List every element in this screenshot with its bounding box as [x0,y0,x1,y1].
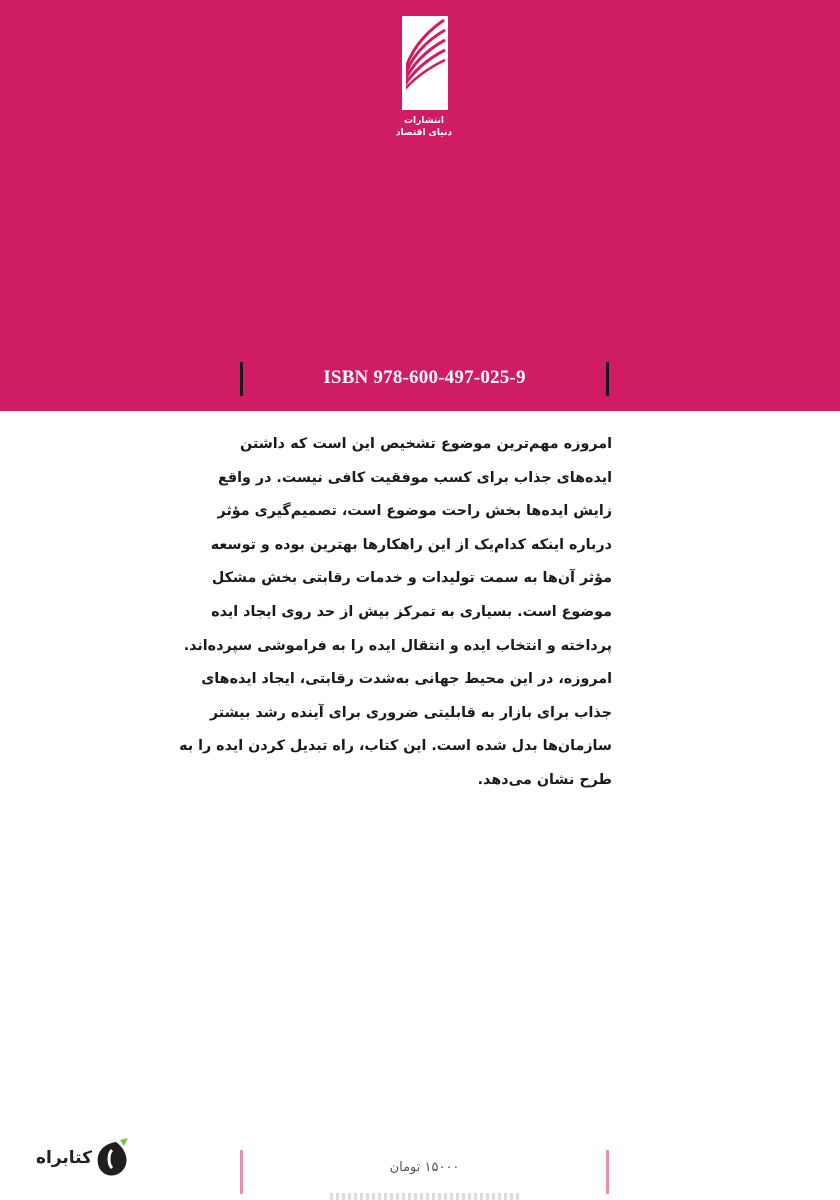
barcode-strip [330,1193,520,1200]
blurb-line: درباره اینکه کدام‌یک از این راهکارها بهترین بوده و توسعه [210,536,612,553]
watermark-text: کتابراه [35,1148,92,1168]
blurb-line: امروزه مهم‌ترین موضوع تشخیص این است که داشتن [240,436,612,452]
cover-top-band [0,0,840,411]
publisher-logo [388,12,460,142]
blurb-line: امروزه، در این محیط جهانی به‌شدت رقابتی، ایجاد ایده‌های [201,671,612,688]
isbn-row [0,362,840,396]
blurb-line: طرح نشان می‌دهد. [477,771,612,788]
isbn-number: ISBN 978-600-497-025-9 [323,367,526,388]
price-right-bar [606,1150,609,1194]
isbn-right-bar [606,362,609,396]
blurb-line: پرداخته و انتخاب ایده و انتقال ایده را به فراموشی سپرده‌اند. [183,637,612,654]
blurb-line: ایده‌های جذاب برای کسب موفقیت کافی نیست. در واقع [217,469,612,486]
blurb-line: مؤثر آن‌ها به سمت تولیدات و خدمات رقابتی بخش مشکل [211,570,612,587]
publisher-name-line2: دنیای اقتصاد [396,128,452,138]
price-label: ۱۵۰۰۰ تومان [389,1160,460,1175]
back-cover-blurb [179,428,612,798]
blurb-line: جذاب برای بازار به قابلیتی ضروری برای آینده رشد بیشتر [209,704,612,721]
blurb-line: سازمان‌ها بدل شده است. این کتاب، راه تبدیل کردن ایده را به [179,738,612,755]
publisher-name-line1: انتشارات [404,116,444,126]
blurb-line: موضوع است. بسیاری به تمرکز بیش از حد روی ایجاد ایده [211,603,612,620]
blurb-line: زایش ایده‌ها بخش راحت موضوع است، تصمیم‌گیری مؤثر [217,503,612,520]
price-row [0,1150,840,1194]
open-book-logo-icon [388,12,460,116]
